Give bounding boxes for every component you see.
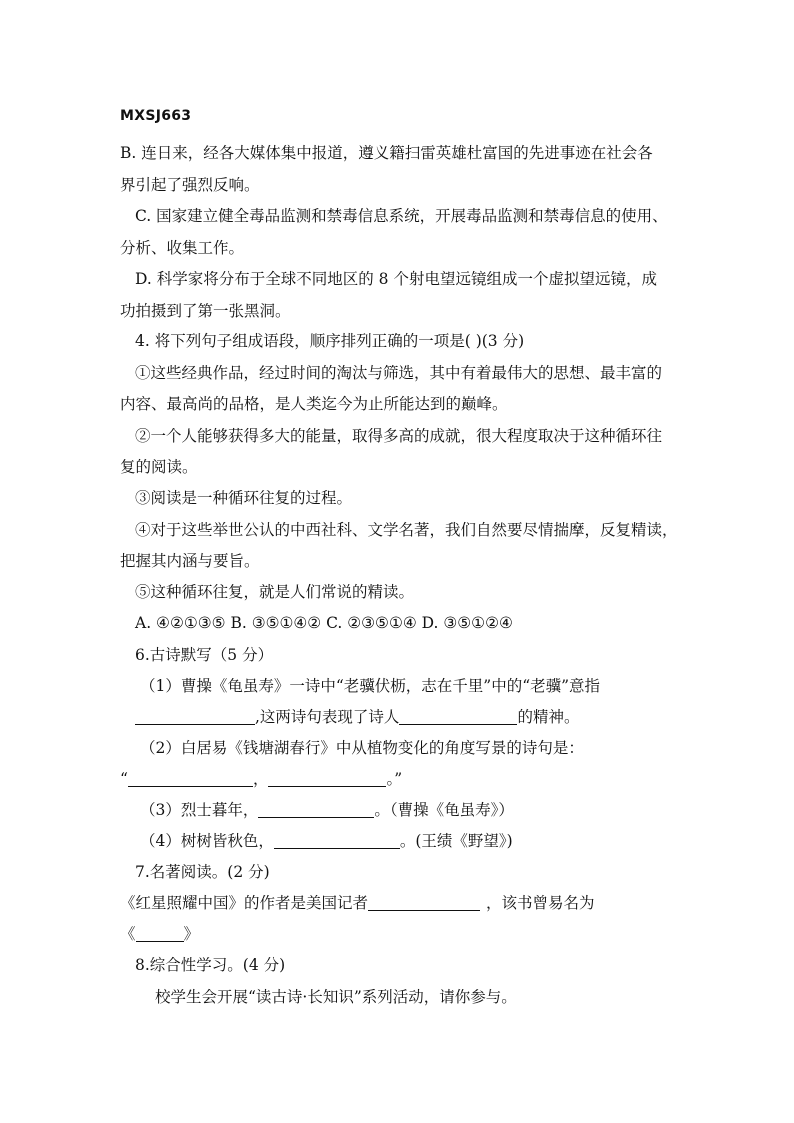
- sentence-4-line-2: 把握其内涵与要旨。: [120, 552, 260, 570]
- sentence-2-line-2: 复的阅读。: [120, 458, 198, 476]
- question-6-1-line-1: （1）曹操《龟虽寿》一诗中“老骥伏枥，志在千里”中的“老骥”意指: [140, 677, 601, 695]
- answer-blank[interactable]: [136, 925, 184, 942]
- question-7-line-2: 《 》: [120, 925, 200, 943]
- answer-blank[interactable]: [135, 708, 255, 725]
- answer-blank[interactable]: [268, 770, 386, 787]
- sentence-5: ⑤这种循环往复，就是人们常说的精读。: [135, 583, 415, 601]
- answer-blank[interactable]: [128, 770, 253, 787]
- header-code: MXSJ663: [120, 108, 192, 124]
- question-6-3: （3）烈士暮年， 。（曹操《龟虽寿》）: [140, 801, 514, 819]
- question-6-4: （4）树树皆秋色， 。(王绩《野望》): [140, 832, 513, 850]
- question-6-2-line-2: “ ， 。”: [120, 770, 403, 788]
- question-7-line-1: 《红星照耀中国》的作者是美国记者 ，该书曾易名为: [120, 894, 595, 912]
- answer-options: A. ④②①③⑤ B. ③⑤①④② C. ②③⑤①④ D. ③⑤①②④: [135, 614, 513, 632]
- question-6: 6.古诗默写（5 分）: [135, 646, 274, 664]
- option-d-line-2: 功拍摄到了第一张黑洞。: [120, 302, 291, 320]
- answer-blank[interactable]: [399, 708, 517, 725]
- question-8-line-1: 校学生会开展“读古诗·长知识”系列活动，请你参与。: [155, 988, 517, 1006]
- sentence-3: ③阅读是一种循环往复的过程。: [135, 489, 353, 507]
- option-c-line-1: C. 国家建立健全毒品监测和禁毒信息系统，开展毒品监测和禁毒信息的使用、: [135, 207, 668, 225]
- option-d-line-1: D. 科学家将分布于全球不同地区的 8 个射电望远镜组成一个虚拟望远镜，成: [135, 270, 657, 288]
- sentence-1-line-1: ①这些经典作品，经过时间的淘汰与筛选，其中有着最伟大的思想、最丰富的: [135, 364, 663, 382]
- sentence-1-line-2: 内容、最高尚的品格，是人类迄今为止所能达到的巅峰。: [120, 395, 508, 413]
- sentence-4-line-1: ④对于这些举世公认的中西社科、文学名著，我们自然要尽情揣摩，反复精读，: [135, 521, 678, 539]
- answer-blank[interactable]: [368, 894, 480, 911]
- question-8: 8.综合性学习。(4 分): [135, 956, 286, 974]
- sentence-2-line-1: ②一个人能够获得多大的能量，取得多高的成就，很大程度取决于这种循环往: [135, 427, 663, 445]
- question-6-2-line-1: （2）白居易《钱塘湖春行》中从植物变化的角度写景的诗句是：: [140, 739, 584, 757]
- question-7: 7.名著阅读。(2 分): [135, 863, 270, 881]
- answer-blank[interactable]: [258, 801, 374, 818]
- question-6-1-line-2: ,这两诗句表现了诗人 的精神。: [135, 707, 579, 727]
- option-b-line-1: B. 连日来，经各大媒体集中报道，遵义籍扫雷英雄杜富国的先进事迹在社会各: [120, 144, 653, 162]
- question-4: 4. 将下列句子组成语段，顺序排列正确的一项是( )(3 分): [135, 332, 525, 350]
- option-c-line-2: 分析、收集工作。: [120, 239, 245, 257]
- option-b-line-2: 界引起了强烈反响。: [120, 176, 260, 194]
- answer-blank[interactable]: [274, 832, 400, 849]
